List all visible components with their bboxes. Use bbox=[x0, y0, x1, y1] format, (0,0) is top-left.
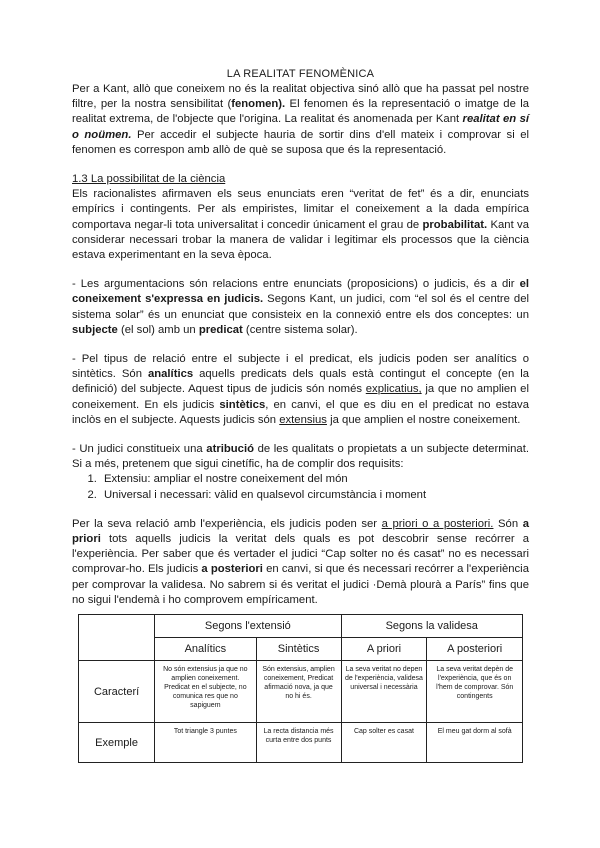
page-title: LA REALITAT FENOMÈNICA bbox=[226, 68, 375, 80]
table-cell: La seva veritat no depen de l'experiència, validesa universal i necessària bbox=[341, 661, 427, 723]
document-body bbox=[72, 68, 529, 608]
paragraph-racionalistes: Els racionalistes afirmaven els seus enunciats eren “veritat de fet” és a dir, enunciats empírics i contingents. Per als empiristes, limitar el coneixement a la dada empírica comportava negar-li tota universalitat i concedir únicament el grau de probabilitat. Kant va considerar necessari trobar la manera de validar i legitimar els processos que la ciència estava experimentant en la seva època. bbox=[72, 188, 529, 262]
table-cell: Tot triangle 3 puntes bbox=[155, 723, 256, 763]
table-row bbox=[79, 661, 523, 723]
row-label-caracteri: Caracterí bbox=[79, 661, 155, 723]
table-cell: La seva veritat depèn de l'experiència, que és on l'hem de comprovar. Són contingents bbox=[427, 661, 523, 723]
paragraph-atribucio: - Un judici constitueix una atribució de les qualitats o propietats a un subjecte determinat. Si a més, pretenem que sigui cinetífic, ha de complir dos requisits: bbox=[72, 443, 529, 471]
table-row bbox=[79, 723, 523, 763]
table-cell: El meu gat dorm al sofà bbox=[427, 723, 523, 763]
requisits-list bbox=[72, 472, 529, 502]
intro-paragraph: Per a Kant, allò que coneixem no és la realitat objectiva sinó allò que ha passat pel nostre filtre, per la nostra sensibilitat (fenomen). El fenomen és la representació o imatge de la realitat extrema, de l'objecte que l'origina. La realitat és anomenada per Kant realitat en sí o noümen. Per accedir el subjecte hauria de sortir dins d'ell mateix i comprovar si el fenomen es correspon amb allò de què se suposa que és la representació. bbox=[72, 83, 529, 156]
row-label-exemple: Exemple bbox=[79, 723, 155, 763]
list-item: 1. Extensiu: ampliar el nostre coneixement del món bbox=[100, 472, 529, 487]
list-item: 2. Universal i necessari: vàlid en qualsevol circumstància i moment bbox=[100, 488, 529, 503]
table-cell: La recta distancia més curta entre dos punts bbox=[256, 723, 341, 763]
paragraph-argumentacions: - Les argumentacions són relacions entre enunciats (proposicions) o judicis, és a dir el coneixement s'expressa en judicis. Segons Kant, un judici, com “el sol és el centre del sistema solar” és un enunciat que consisteix en la connexió entre els dos conceptes: un subjecte (el sol) amb un predicat (centre sistema solar). bbox=[72, 278, 529, 336]
table-corner-cell bbox=[79, 615, 155, 661]
header-segons-validesa: Segons la validesa bbox=[341, 615, 522, 638]
section-heading: 1.3 La possibilitat de la ciència bbox=[72, 173, 226, 186]
header-sintetics: Sintètics bbox=[256, 638, 341, 661]
paragraph-a-priori: Per la seva relació amb l'experiència, els judicis poden ser a priori o a posteriori. Són a priori tots aquells judicis la veritat dels quals es pot descobrir sense recórrer a l'experiència. Per saber que és vertader el judici “Cap solter no és casat” no es necessari comprovar-ho. Els judicis a posteriori en canvi, si que és necessari recórrer a l'experiència per comprovar la validesa. No sabrem si és veritat el judici ·Demà plourà a París” fins que no sigui l'endemà i ho comprovem empíricament. bbox=[72, 517, 529, 606]
header-a-priori: A priori bbox=[341, 638, 427, 661]
header-a-posteriori: A posteriori bbox=[427, 638, 523, 661]
table-cell: Cap solter es casat bbox=[341, 723, 427, 763]
judicis-table bbox=[78, 614, 523, 763]
paragraph-tipus-judicis: - Pel tipus de relació entre el subjecte i el predicat, els judicis poden ser analítics o sintètics. Són analítics aquells predicats dels quals està contingut el concepte (en la definició) del subjecte. Aquest tipus de judicis són només explicatius, ja que no amplien el coneixement. En els judicis sintètics, en canvi, el que es diu en el predicat no estava inclòs en el subjecte. Aquests judicis són extensius ja que amplien el nostre coneixement. bbox=[72, 353, 529, 426]
header-segons-extensio: Segons l'extensió bbox=[155, 615, 341, 638]
table-cell: No són extensius ja que no amplien coneixement. Predicat en el subjecte, no comunica res que no sapiguem bbox=[155, 661, 256, 723]
table-cell: Són extensius, amplien coneixement, Predicat afirmació nova, ja que no hi és. bbox=[256, 661, 341, 723]
header-analitics: Analítics bbox=[155, 638, 256, 661]
